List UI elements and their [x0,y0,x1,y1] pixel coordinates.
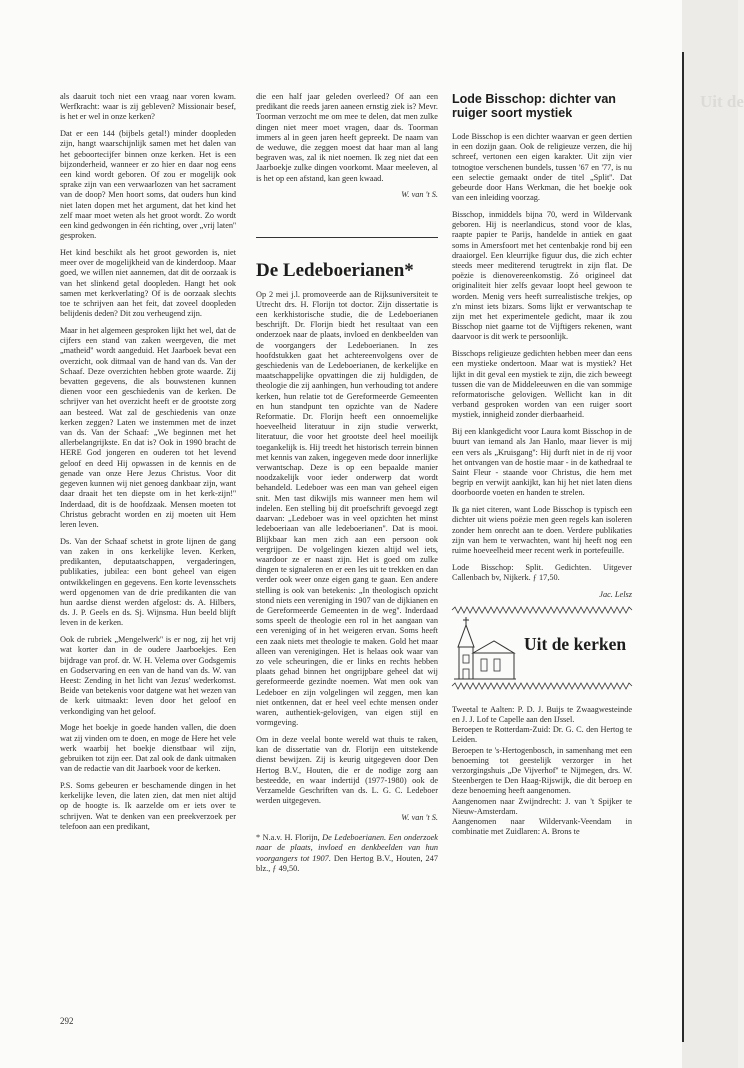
page-number: 292 [60,1016,74,1026]
paragraph: Ds. Van der Schaaf schetst in grote lijnen de gang van zaken in ons kerkelijke leven. Kerken, predikanten, deputaatschappen, vergaderingen, publikaties, jubilea: een bont geheel van eigen ontwikkelingen en gegevens. Een korte levensschets werd opgenomen van de drie predikanten die van hun aardse dienst werden afgelost: ds. A. Hilbers, ds. J. P. Geels en ds. Sj. Wijnsma. Hun beeld blijft leven in de kerken. [60,536,236,628]
footnote-prefix: * N.a.v. H. Florijn, [256,833,323,843]
paragraph: Lode Bisschop: Split. Gedichten. Uitgever Callenbach bv, Nijkerk. ƒ 17,50. [452,562,632,583]
list-item: Tweetal te Aalten: P. D. J. Buijs te Zwaagwesteinde en J. J. Lof te Capelle aan den IJssel. [452,704,632,724]
footnote-book-title: De Ledeboerianen. Een onderzoek naar de plaats, invloed en denkbeelden van hun voorgangers tot 1907. [256,833,438,863]
paragraph: Maar in het algemeen gesproken lijkt het wel, dat de cijfers een stand van zaken weergeven, die met „matheid'' wordt aangeduid. Het Jaarboek bevat een overzicht, ook ditmaal van de hand van ds. Van der Schaaf. Deze overzichten hebben grote waarde. Zij bevatten gegevens, die als bouwstenen kunnen dienen voor een geschiedenis van de kerken. De schrijver van het overzicht heeft er de grootste zorg aan besteed. Wat zal de geschiedenis van onze kerken zeggen? Laten we instemmen met de inzet van ds. Van der Schaaf: „We beginnen met het allerbelangrijkste. En dat is? Ook in 1990 bracht de HERE God jongeren en ouderen tot het levend geloof en deed Hij opwassen in de kennis en de genade van onze Here Jezus Christus. Voor dit gegeven kunnen wij niet genoeg dankbaar zijn, want daar draait het ten diepste om in het kerk-zijn!'' Inderdaad, dit is de hoofdzaak. Mensen moeten tot Christus gebracht worden en zij moeten uit Hem leren leven. [60,326,236,529]
author-signature: W. van 't S. [401,190,438,200]
paragraph: Bij een klankgedicht voor Laura komt Bisschop in de buurt van iemand als Jan Hanlo, maar liever is mij een vers als „Kruisgang'': Hij durft niet in de rij voor het ontvangen van de hostie maar - in de kathedraal te Saint Fleur - staande voor Christus, die hem met begrip en verwijt aankijkt, kan hij het niet laten diens doorboorde voeten en handen te strelen. [452,427,632,498]
column-left [60,92,236,839]
paragraph: Het kind beschikt als het groot geworden is, niet meer over de mogelijkheid van de kinderdoop. Maar goed, we willen niet aannemen, dat dit de oorzaak is van het slinkend getal doopleden. Hangt het ook samen met kerkverlating? Of is de oorzaak slechts toe te schrijven aan het feit, dat zoveel doopleden belijdenis deden? Dit zou verheugend zijn. [60,248,236,319]
paragraph: P.S. Soms gebeuren er beschamende dingen in het kerkelijke leven, die laten zien, dat men niet altijd op de hoogte is. Ik aarzelde om er iets over te schrijven. Wat te denken van een preekverzoek per telefoon aan een predikant, [60,780,236,831]
footnote [256,833,438,874]
paragraph: Op 2 mei j.l. promoveerde aan de Rijksuniversiteit te Utrecht drs. H. Florijn tot doctor. Zijn dissertatie is een kerkhistorische studie, die de Ledeboerianen beschrijft. Dr. Florijn biedt het resultaat van een onderzoek naar de plaats, invloed en denkbeelden van de voorgangers der Ledeboerianen. In zes hoofdstukken gaat het achtereenvolgens over de geschiedenis van de Ledeboerianen, de kerkelijke en maatschappelijke opvattingen die zij huldigden, de theologie die zij aanhingen, hun verhouding tot andere kerken, hun relatie tot de Gereformeerde Gemeenten en hun standpunt ten opzichte van de Nadere Reformatie. Dr. Florijn heeft een onnoemelijke hoeveelheid literatuur in zijn studie verwerkt, literatuur, die voor het grootste deel heel moeilijk toegankelijk is. Hij treedt het historisch terrein binnen met kennis van zaken, ingegeven mede door innerlijke verwantschap. Deze is op een bepaalde manier noodzakelijk voor ieder onderwerp dat wordt behandeld. Ledeboer was een man van geheel eigen snit. Men tast dikwijls mis wanneer men hem wil indelen. Een stelling bij dit proefschrift gevoegd zegt daarvan: „Ledeboer was in veel opzichten het minst ledeboeriaan van alle ledeboerianen''. Dat is mooi. Blijkbaar kan men zich aan een persoon ook vergrijpen. De volgelingen kiezen altijd wel iets, waardoor ze er naast zijn. Het is goed om zulke dingen te signaleren en er een les uit te trekken en dan verder ook weer onze eigen gang te gaan. Een andere stelling is ook van betekenis: „In theologisch opzicht stond niets een vereniging in 1907 van de dijkianen en de Gereformeerde Gemeenten in de weg''. Inderdaad soms speelt de theologie een rol in het aangaan van een vereniging of in het weigeren ervan. Soms heeft een zaak niets met theologie te maken. Gold het maar alleen van verenigingen. Het is helaas ook waar van zo vele scheuringen, die er links en rechts hebben plaats gehad binnen het ongrijpbare geheel dat wij gereformeerde gezindte noemen. Wat men ook van Ledeboer en zijn volgelingen wil zeggen, men kan niet ontkennen, dat er heel veel echte mensen onder waren, authentiek-gelovigen, van eigen stijl en vormgeving. [256,289,438,728]
list-item: Beroepen te 's-Hertogenbosch, in samenhang met een benoeming tot geestelijk verzorger in het verzorgingshuis „De Vijverhof'' te Nijmegen, drs. W. Steenbergen te Den Haag-Rijswijk, die dit beroep en deze benoeming heeft aangenomen. [452,745,632,796]
paragraph: Dat er een 144 (bijbels getal!) minder doopleden zijn, hangt waarschijnlijk samen met het dalen van het geboortecijfer binnen onze kerken. Het is een bijzonderheid, wanneer er zo hier en daar nog eens een kind wordt geboren. Of zou er mogelijk ook sprake zijn van een verwaarlozen van het sacrament van de doop? Men hoort soms, dat ouders hun kind niet laten dopen met het argument, dat het kind het zelf maar moet weten als het groot wordt. Zo wordt een kind gedwongen in één richting, over „vrij laten'' gesproken. [60,129,237,241]
column-right [452,92,632,837]
footnote-publisher: Den Hertog B.V., Houten, 247 blz., ƒ 49,50. [256,853,438,873]
zigzag-border-icon [452,683,632,689]
paragraph: Bisschops religieuze gedichten hebben meer dan eens een mystieke ondertoon. Maar wat is mystiek? Het lijkt in dit geval een mystiek te zijn, die zich beweegt tussen die van de Middeleeuwen en die van sommige reformatorische gelovigen. Wellicht kan in dit verband gesproken worden van een ruiger soort mystiek, innigheid zonder dierbaarheid. [452,349,632,420]
list-item: Beroepen te Rotterdam-Zuid: Dr. G. C. den Hertog te Leiden. [452,725,632,745]
paragraph: Moge het boekje in goede handen vallen, die doen wat zij vinden om te doen, en moge de Here het vele werk waarbij het boekje dienstbaar wil zijn, gebruiken tot zijn eer. Dat zal ook de dank uitmaken van de redactie van dit Jaarboek voor de kerken. [60,723,236,774]
paragraph: die een half jaar geleden overleed? Of aan een predikant die reeds jaren aaneen ernstig ziek is? Mevr. Toorman verzocht me om mee te delen, dat men zulke dingen niet meer moet vragen, daar ds. Toorman immers al in geen jaren heeft gepreekt. De naam van de weduwe, die zeggen moest dat haar man al lang begraven was, zal ik niet noemen. Ik zeg niet dat een Jaarboekje zulke dingen voorkomt. Maar meeleven, al is het op een afstand, kan geen kwaad. [256,92,438,183]
paragraph: Bisschop, inmiddels bijna 70, werd in Wildervank geboren. Hij is neerlandicus, stond voor de klas, raapte papier te Parijs, handelde in antiek en gaat soms in Amersfoort met het centenbakje rond bij een draaiorgel. Een kleurrijke figuur dus, die zich echter steeds meer mediterend terugtrekt in zijn flat. De poëzie is dienovereenkomstig. Zó origineel dat originaliteit hier zelfs gevaar loopt heel gewoon te worden. Menig vers heeft surrealistische trekjes, op z'n minst iets bizars. Soms lijkt er verwantschap te zijn met het experimentele gedicht, maar ik zou Bisschop niet gaarne tot de Vijftigers rekenen, want daarvoor is dit werk te persoonlijk. [452,210,632,342]
column-middle [256,92,438,881]
author-signature: Jac. Lelsz [599,589,632,599]
paragraph: als daaruit toch niet een vraag naar voren kwam. Werfkracht: waar is zij gebleven? Missionair besef, is het er wel in onze kerken? [60,92,236,122]
article-title: Lode Bisschop: dichter van ruiger soort mystiek [452,92,616,120]
list-item: Aangenomen naar Zwijndrecht: J. van 't Spijker te Nieuw-Amsterdam. [452,796,632,816]
list-item: Aangenomen naar Wildervank-Veendam in combinatie met Zuidlaren: A. Brons te [452,816,632,837]
church-news-list [452,705,632,838]
page-edge-line [682,52,684,1042]
paragraph: Lode Bisschop is een dichter waarvan er geen dertien in een dozijn gaan. Ook de religieuze verzen, die hij schreef, vertonen een eigen karakter. Uit zijn vier totnogtoe verschenen bundels, tussen '67 en '77, is nu een selectie gemaakt onder de titel „Split''. Dat gebeurde door Hans Werkman, die het boekje ook van een inleiding voorzag. [452,132,632,203]
section-divider [256,237,438,238]
paragraph: Ik ga niet citeren, want Lode Bisschop is typisch een dichter uit wiens poëzie men geen regels kan isoleren zonder hem onrecht aan te doen. Verdere publikaties zijn van hem te verwachten, want hij heeft nog een ruime hoeveelheid meer recent werk in portefeuille. [452,505,632,556]
banner-title: Uit de kerken [524,633,627,654]
section-banner-uit-de-kerken [452,607,632,695]
author-signature: W. van 't S. [401,812,438,822]
article-title: De Ledeboerianen* [256,259,414,281]
church-icon [454,613,516,683]
paragraph: Om in deze veelal bonte wereld wat thuis te raken, kan de dissertatie van dr. Florijn een uitstekende dienst bewijzen. Zij is keurig uitgegeven door Den Hertog B.V., Houten, die er de nodige zorg aan besteedde, en waar indertijd (1977-1980) ook de Verzamelde Geschriften van ds. L. G. C. Ledeboer werden uitgegeven. [256,734,438,806]
paragraph: Ook de rubriek „Mengelwerk'' is er nog, zij het vrij wat korter dan in de oudere Jaarboekjes. Een bijdrage van prof. dr. W. H. Velema over Godsgemis en Godservaring en een van de hand van ds. W. van Heest: Zending in het licht van Jezus' wederkomst. Beide van betekenis voor datgene wat het wezen van de kerk uitmaakt: leven door het geloof en verkondiging van het geloof. [60,635,236,716]
bleed-through-text: Uit de [700,92,744,111]
next-page-edge [682,0,738,1068]
